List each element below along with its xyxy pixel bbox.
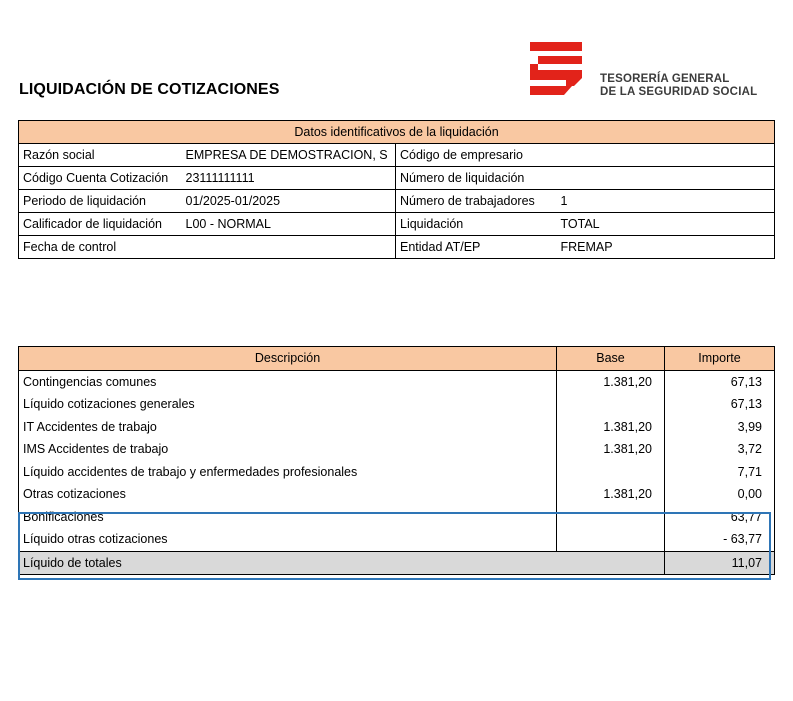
row-amount: 67,13 — [665, 370, 775, 393]
table-row — [19, 370, 775, 393]
row-base — [557, 461, 665, 484]
logo-line-1: TESORERÍA GENERAL — [600, 73, 730, 85]
row-amount: 3,99 — [665, 416, 775, 439]
base-header: Base — [557, 347, 665, 371]
ident-row — [19, 167, 775, 190]
identification-table — [18, 120, 775, 259]
row-base: 1.381,20 — [557, 370, 665, 393]
row-description: Líquido otras cotizaciones — [23, 532, 168, 547]
description-header: Descripción — [19, 347, 557, 371]
ident-label: Entidad AT/EP — [396, 236, 557, 259]
row-base — [557, 528, 665, 551]
ident-value — [557, 144, 775, 167]
ident-label: Número de trabajadores — [396, 190, 557, 213]
row-description: Líquido cotizaciones generales — [23, 397, 195, 412]
table-row — [19, 438, 775, 461]
ident-value: 23111111111 — [182, 167, 396, 190]
logo-line-2: DE LA SEGURIDAD SOCIAL — [600, 86, 758, 98]
ident-value: 1 — [557, 190, 775, 213]
total-description: Líquido de totales — [19, 551, 665, 575]
row-description: Otras cotizaciones — [23, 487, 126, 502]
total-amount: 11,07 — [665, 551, 775, 575]
ident-value: EMPRESA DE DEMOSTRACION, S — [182, 144, 396, 167]
row-amount: 63,77 — [665, 506, 775, 529]
row-amount: 67,13 — [665, 393, 775, 416]
row-amount: 0,00 — [665, 483, 775, 506]
page-title: LIQUIDACIÓN DE COTIZACIONES — [19, 81, 280, 98]
identification-header-row — [19, 121, 775, 144]
ident-row — [19, 213, 775, 236]
ident-value: L00 - NORMAL — [182, 213, 396, 236]
row-base — [557, 393, 665, 416]
tgss-logo — [528, 42, 758, 100]
amounts-table — [18, 346, 775, 575]
ident-label: Número de liquidación — [396, 167, 557, 190]
ident-value: FREMAP — [560, 240, 613, 254]
table-row — [19, 393, 775, 416]
ident-label: Periodo de liquidación — [19, 190, 182, 213]
row-amount: 7,71 — [665, 461, 775, 484]
ident-value — [557, 167, 775, 190]
table-row — [19, 528, 775, 551]
ident-value: 01/2025-01/2025 — [182, 190, 396, 213]
ident-label: Código Cuenta Cotización — [19, 167, 182, 190]
ident-label: Liquidación — [396, 213, 557, 236]
row-description: IMS Accidentes de trabajo — [23, 442, 169, 457]
ident-value: TOTAL — [557, 213, 775, 236]
table-row — [19, 483, 775, 506]
row-description: Contingencias comunes — [23, 374, 157, 389]
table-row — [19, 416, 775, 439]
amount-header: Importe — [665, 347, 775, 371]
total-row — [19, 551, 775, 575]
ident-label: Razón social — [19, 144, 182, 167]
row-base: 1.381,20 — [557, 438, 665, 461]
tgss-logo-text — [600, 73, 757, 99]
ident-row — [19, 190, 775, 213]
row-amount: - 63,77 — [665, 528, 775, 551]
row-base — [557, 506, 665, 529]
identification-header: Datos identificativos de la liquidación — [19, 121, 775, 144]
row-base: 1.381,20 — [557, 483, 665, 506]
ident-value — [182, 236, 396, 259]
ident-row — [19, 144, 775, 167]
ident-label: Fecha de control — [23, 240, 117, 254]
table-row — [19, 461, 775, 484]
row-description: IT Accidentes de trabajo — [23, 419, 157, 434]
ident-label: Calificador de liquidación — [19, 213, 182, 236]
amounts-header-row — [19, 347, 775, 371]
tgss-logo-mark — [528, 42, 584, 100]
ident-label: Código de empresario — [396, 144, 557, 167]
row-description: Líquido accidentes de trabajo y enfermedades profesionales — [23, 464, 358, 479]
ident-row — [19, 236, 775, 259]
row-base: 1.381,20 — [557, 416, 665, 439]
row-description: Bonificaciones — [23, 509, 104, 524]
row-amount: 3,72 — [665, 438, 775, 461]
table-row — [19, 506, 775, 529]
